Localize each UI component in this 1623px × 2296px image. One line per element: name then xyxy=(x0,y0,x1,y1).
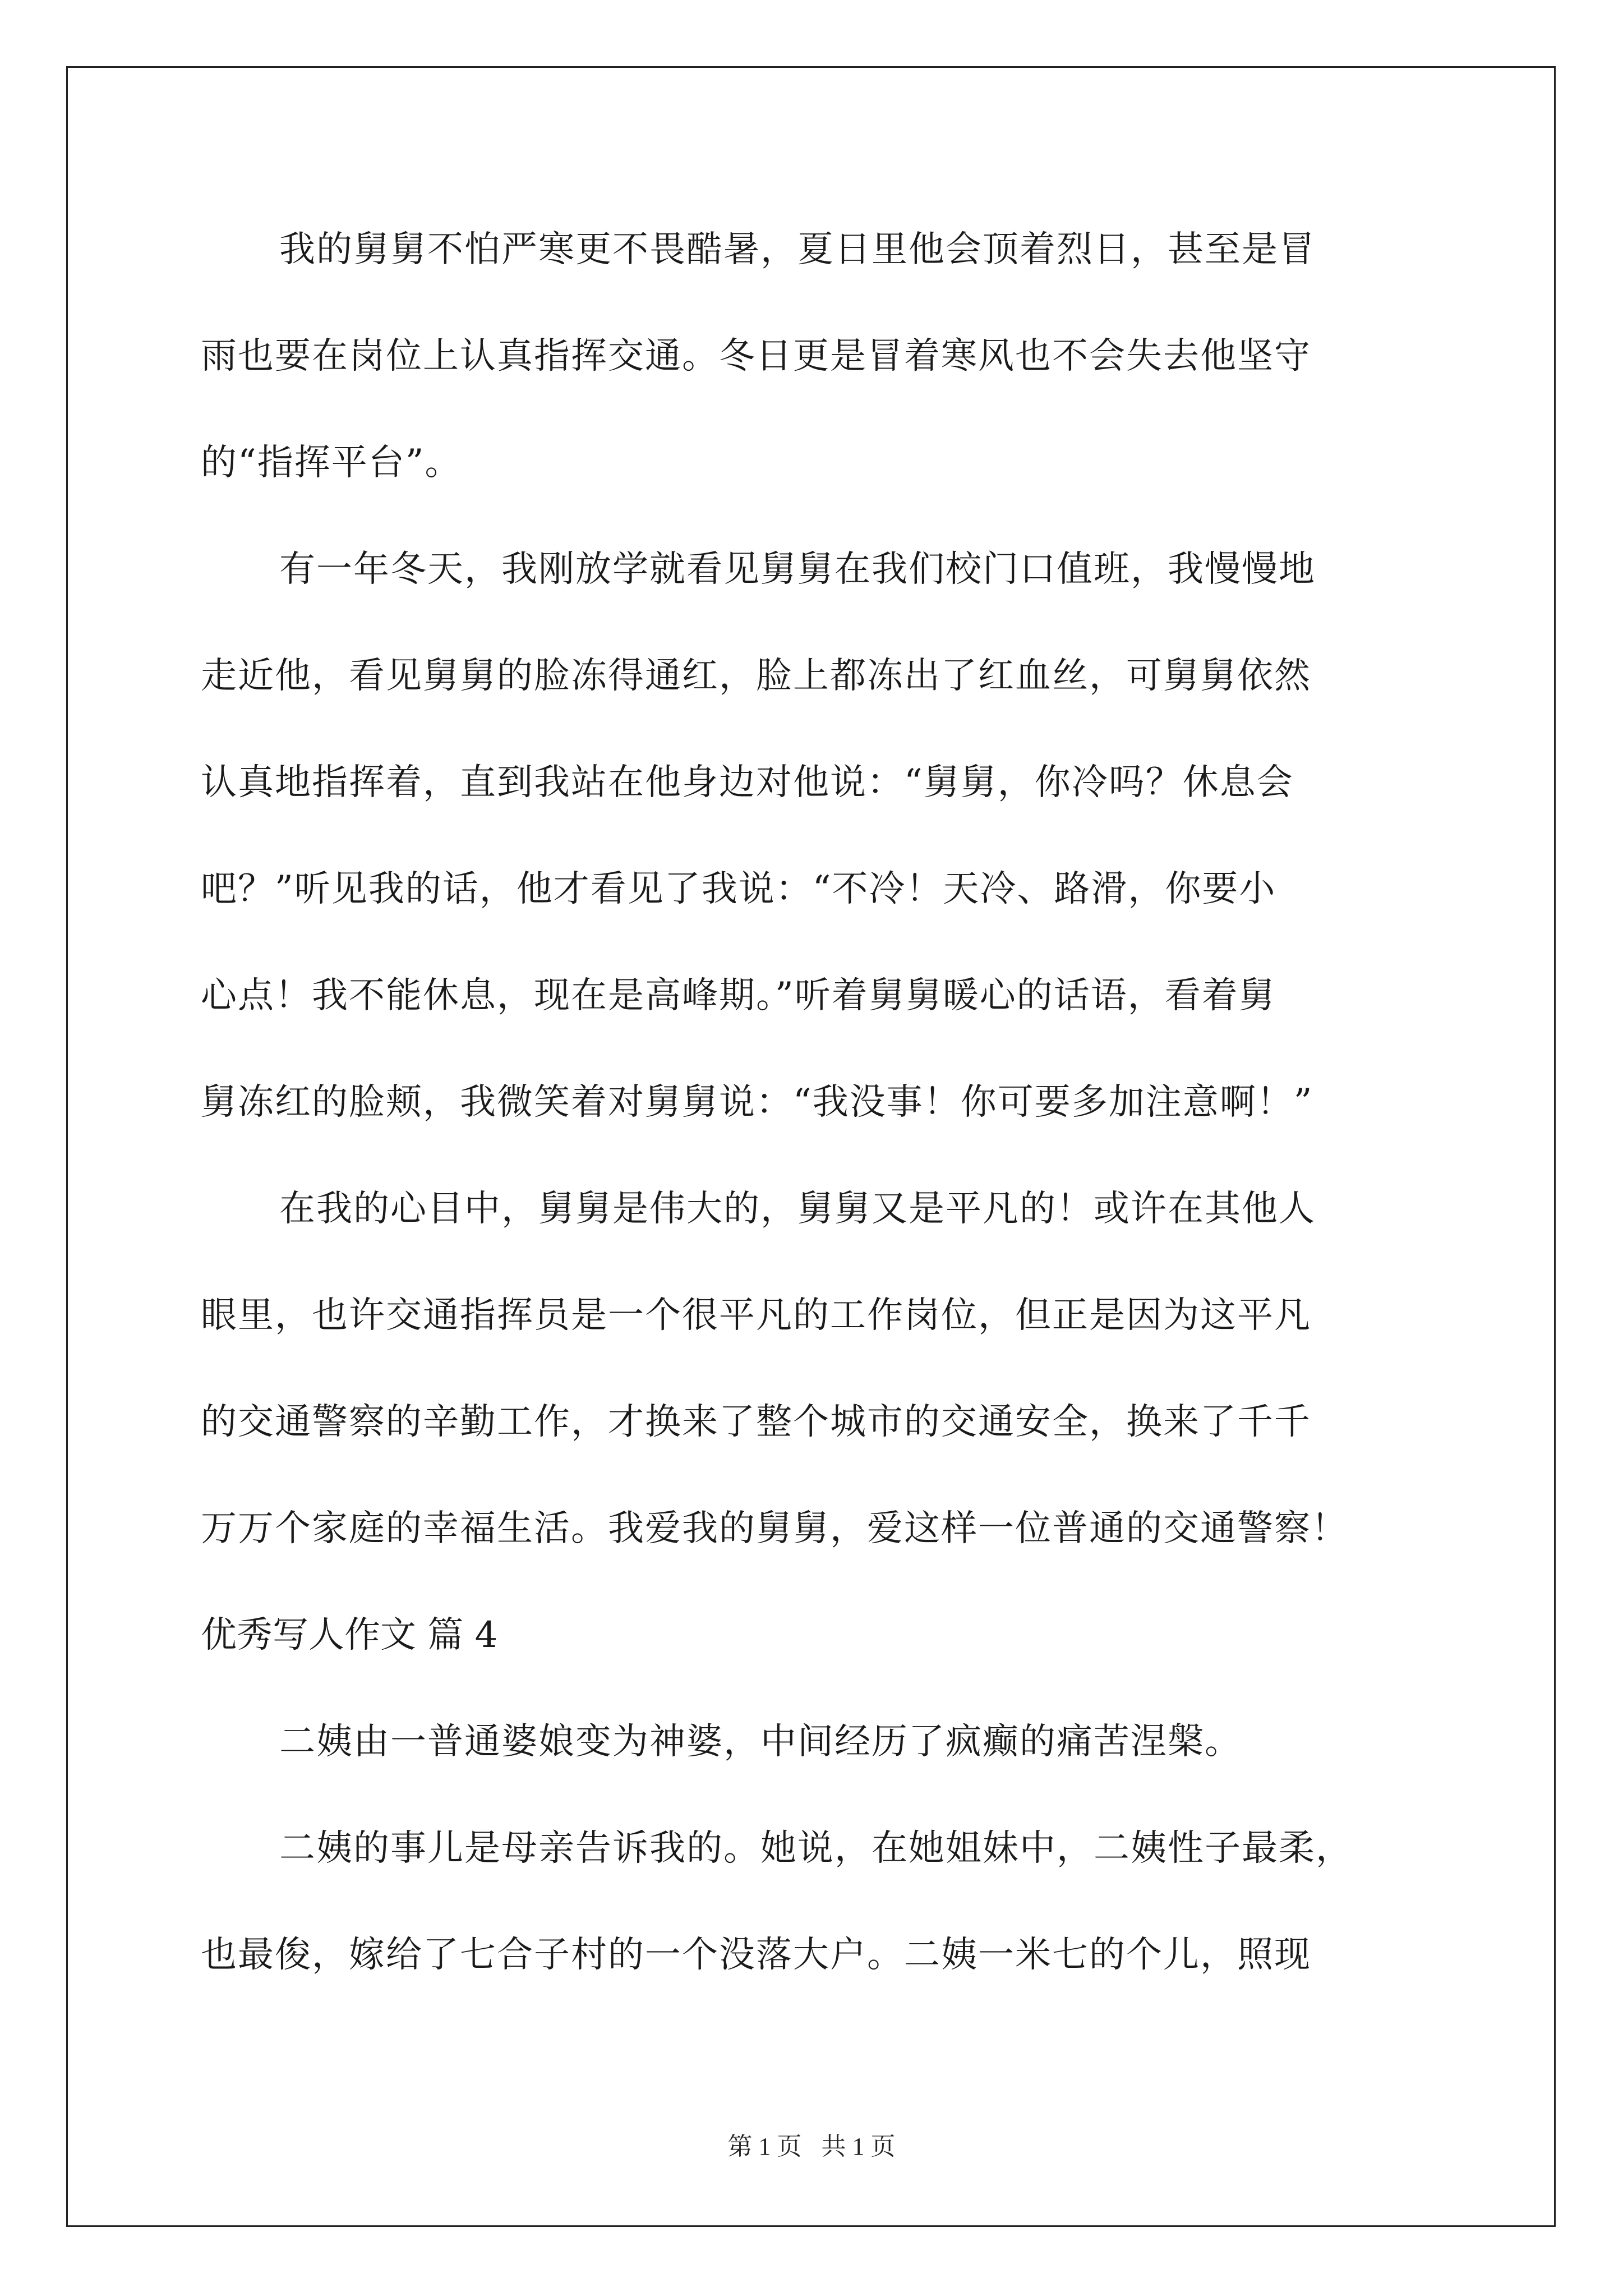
paragraph-line: 的交通警察的辛勤工作，才换来了整个城市的交通安全，换来了千千 xyxy=(201,1401,1311,1443)
paragraph-line: 在我的心目中，舅舅是伟大的，舅舅又是平凡的！或许在其他人 xyxy=(279,1188,1316,1230)
paragraph-line: 认真地指挥着，直到我站在他身边对他说：“舅舅，你冷吗？休息会 xyxy=(201,762,1294,803)
paragraph-line: 我的舅舅不怕严寒更不畏酷暑，夏日里他会顶着烈日，甚至是冒 xyxy=(279,229,1316,270)
page-footer xyxy=(0,2126,1623,2162)
paragraph-line: 吧？”听见我的话，他才看见了我说：“不冷！天冷、路滑，你要小 xyxy=(201,868,1276,910)
paragraph-line: 走近他，看见舅舅的脸冻得通红，脸上都冻出了红血丝，可舅舅依然 xyxy=(201,655,1311,697)
paragraph-line: 的“指挥平台”。 xyxy=(201,442,462,484)
page-number: 第 1 页 xyxy=(727,2133,802,2160)
paragraph-line: 雨也要在岗位上认真指挥交通。冬日更是冒着寒风也不会失去他坚守 xyxy=(201,335,1311,377)
section-heading: 优秀写人作文 篇 4 xyxy=(201,1614,498,1656)
paragraph-line: 舅冻红的脸颊，我微笑着对舅舅说：“我没事！你可要多加注意啊！” xyxy=(201,1082,1313,1123)
page-total: 共 1 页 xyxy=(821,2133,896,2160)
document-body xyxy=(201,213,1427,2025)
paragraph-line: 二姨由一普通婆娘变为神婆，中间经历了疯癫的痛苦涅槃。 xyxy=(279,1721,1242,1763)
paragraph-line: 也最俊，嫁给了七合子村的一个没落大户。二姨一米七的个儿，照现 xyxy=(201,1934,1311,1976)
paragraph-line: 有一年冬天，我刚放学就看见舅舅在我们校门口值班，我慢慢地 xyxy=(279,549,1316,590)
paragraph-line: 眼里，也许交通指挥员是一个很平凡的工作岗位，但正是因为这平凡 xyxy=(201,1295,1311,1336)
paragraph-line: 心点！我不能休息，现在是高峰期。”听着舅舅暖心的话语，看着舅 xyxy=(201,975,1276,1016)
paragraph-line: 万万个家庭的幸福生活。我爱我的舅舅，爱这样一位普通的交通警察！ xyxy=(201,1508,1348,1549)
paragraph-line: 二姨的事儿是母亲告诉我的。她说，在她姐妹中，二姨性子最柔， xyxy=(279,1828,1353,1869)
